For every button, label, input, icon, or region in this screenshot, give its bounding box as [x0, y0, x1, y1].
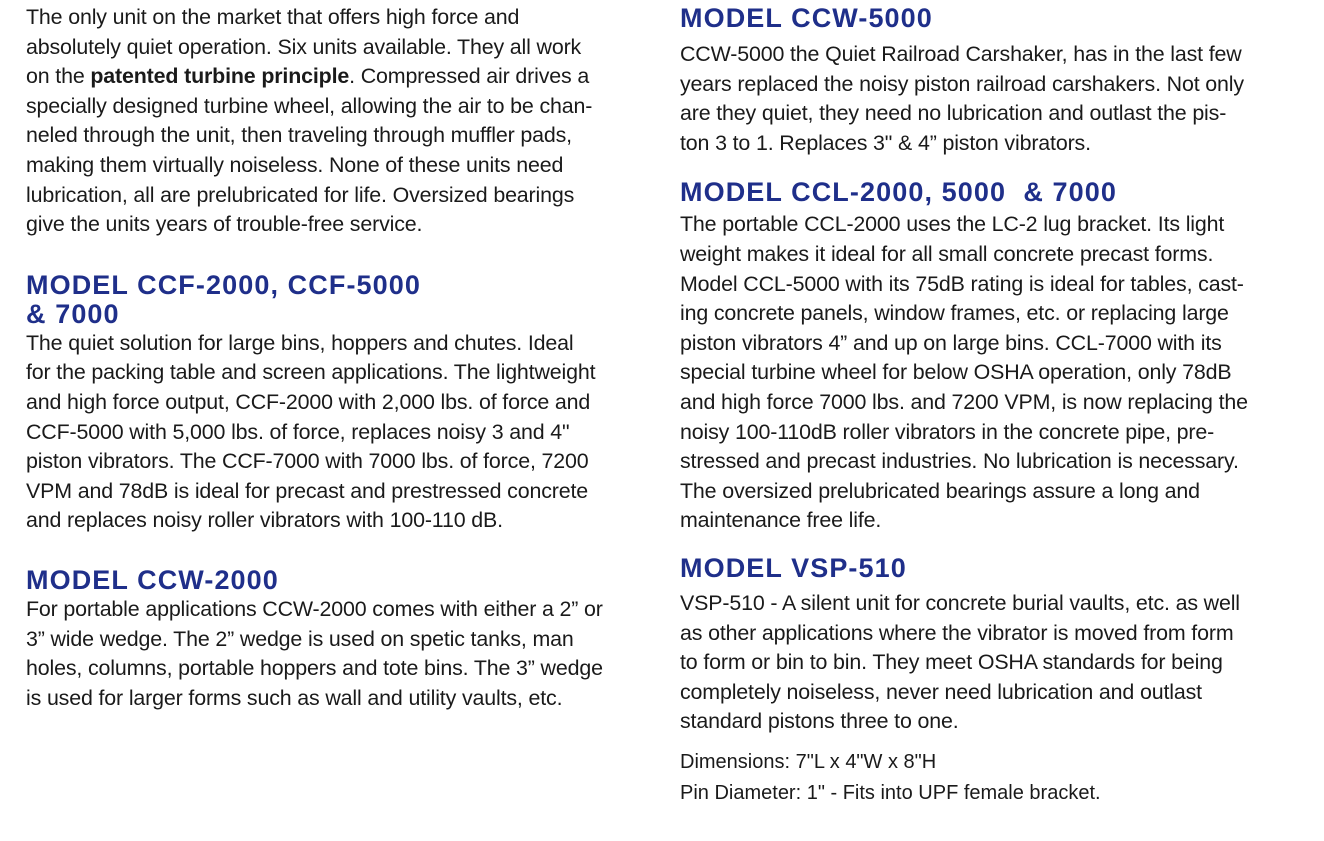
ccl-paragraph [680, 210, 1310, 536]
intro-line: making them virtually noiseless. None of these units need [26, 152, 564, 177]
ccf-line: VPM and 78dB is ideal for precast and prestressed concrete [26, 478, 589, 503]
vsp-line: as other applications where the vibrator is moved from form [680, 620, 1234, 645]
intro-text: . Compressed air drives a [349, 64, 590, 89]
left-column [26, 3, 656, 713]
ccw2000-paragraph [26, 595, 656, 713]
intro-line: neled through the unit, then traveling through muffler pads, [26, 123, 572, 148]
ccl-heading-line: MODEL CCL-2000, 5000 & 7000 [680, 177, 1117, 208]
ccw5000-paragraph [680, 40, 1310, 158]
right-column [680, 4, 1310, 809]
ccf-line: The quiet solution for large bins, hoppers and chutes. Ideal [26, 330, 574, 355]
ccf-line: and high force output, CCF-2000 with 2,000 lbs. of force and [26, 389, 591, 414]
ccf-heading [26, 271, 656, 329]
intro-text: on the [26, 64, 91, 89]
ccf-heading-line: MODEL CCF-2000, CCF-5000 [26, 269, 421, 300]
patented-turbine-emphasis: patented turbine principle [90, 64, 350, 89]
intro-line: give the units years of trouble-free service. [26, 212, 423, 237]
ccl-line: weight makes it ideal for all small concrete precast forms. [680, 241, 1214, 266]
ccl-line: ing concrete panels, window frames, etc. or replacing large [680, 301, 1229, 326]
ccw5000-line: CCW-5000 the Quiet Railroad Carshaker, has in the last few [680, 42, 1242, 66]
ccl-line: and high force 7000 lbs. and 7200 VPM, is now replacing the [680, 389, 1248, 414]
ccw5000-heading [680, 4, 1310, 33]
ccw2000-line: is used for larger forms such as wall and utility vaults, etc. [26, 685, 563, 710]
ccl-line: Model CCL-5000 with its 75dB rating is ideal for tables, cast- [680, 271, 1244, 296]
ccw2000-heading-line: MODEL CCW-2000 [26, 564, 279, 595]
vsp-line: completely noiseless, never need lubrication and outlast [680, 679, 1202, 704]
ccl-line: The oversized prelubricated bearings assure a long and [680, 478, 1200, 503]
intro-line: The only unit on the market that offers high force and [26, 5, 520, 29]
ccf-line: and replaces noisy roller vibrators with 100-110 dB. [26, 508, 503, 533]
ccw2000-line: 3” wide wedge. The 2” wedge is used on spetic tanks, man [26, 626, 574, 651]
vsp-line: standard pistons three to one. [680, 709, 959, 734]
vsp-heading-line: MODEL VSP-510 [680, 552, 907, 583]
vsp-line: to form or bin to bin. They meet OSHA standards for being [680, 650, 1223, 675]
ccl-line: special turbine wheel for below OSHA operation, only 78dB [680, 360, 1232, 385]
intro-line: absolutely quiet operation. Six units available. They all work [26, 34, 582, 59]
ccf-line: CCF-5000 with 5,000 lbs. of force, replaces noisy 3 and 4" [26, 419, 570, 444]
ccl-line: noisy 100-110dB roller vibrators in the concrete pipe, pre- [680, 419, 1215, 444]
vsp-line: VSP-510 - A silent unit for concrete burial vaults, etc. as well [680, 590, 1240, 615]
ccl-line: piston vibrators 4” and up on large bins. CCL-7000 with its [680, 330, 1222, 355]
ccl-line: The portable CCL-2000 uses the LC-2 lug bracket. Its light [680, 212, 1225, 237]
ccw5000-line: are they quiet, they need no lubrication and outlast the pis- [680, 101, 1227, 126]
vsp-paragraph [680, 589, 1310, 737]
ccl-line: stressed and precast industries. No lubrication is necessary. [680, 449, 1239, 474]
intro-line: lubrication, all are prelubricated for life. Oversized bearings [26, 182, 575, 207]
ccl-heading [680, 178, 1310, 207]
ccw5000-line: ton 3 to 1. Replaces 3" & 4” piston vibrators. [680, 130, 1091, 155]
vsp-pin-diameter: Pin Diameter: 1" - Fits into UPF female bracket. [680, 781, 1101, 804]
intro-line: specially designed turbine wheel, allowing the air to be chan- [26, 93, 593, 118]
ccf-line: piston vibrators. The CCF-7000 with 7000 lbs. of force, 7200 [26, 449, 589, 474]
vsp-heading [680, 554, 1310, 583]
ccl-line: maintenance free life. [680, 508, 882, 533]
ccw5000-heading-line: MODEL CCW-5000 [680, 3, 933, 33]
ccf-paragraph [26, 329, 656, 536]
ccw2000-line: holes, columns, portable hoppers and tote bins. The 3” wedge [26, 656, 603, 681]
intro-paragraph [26, 3, 656, 240]
ccf-heading-line: & 7000 [26, 298, 120, 329]
ccw2000-heading [26, 566, 656, 595]
intro-line [26, 62, 656, 92]
ccw2000-line: For portable applications CCW-2000 comes with either a 2” or [26, 596, 603, 621]
vsp-dimensions: Dimensions: 7"L x 4"W x 8"H [680, 750, 937, 773]
ccw5000-line: years replaced the noisy piston railroad carshakers. Not only [680, 71, 1244, 96]
ccf-line: for the packing table and screen applications. The lightweight [26, 360, 596, 385]
